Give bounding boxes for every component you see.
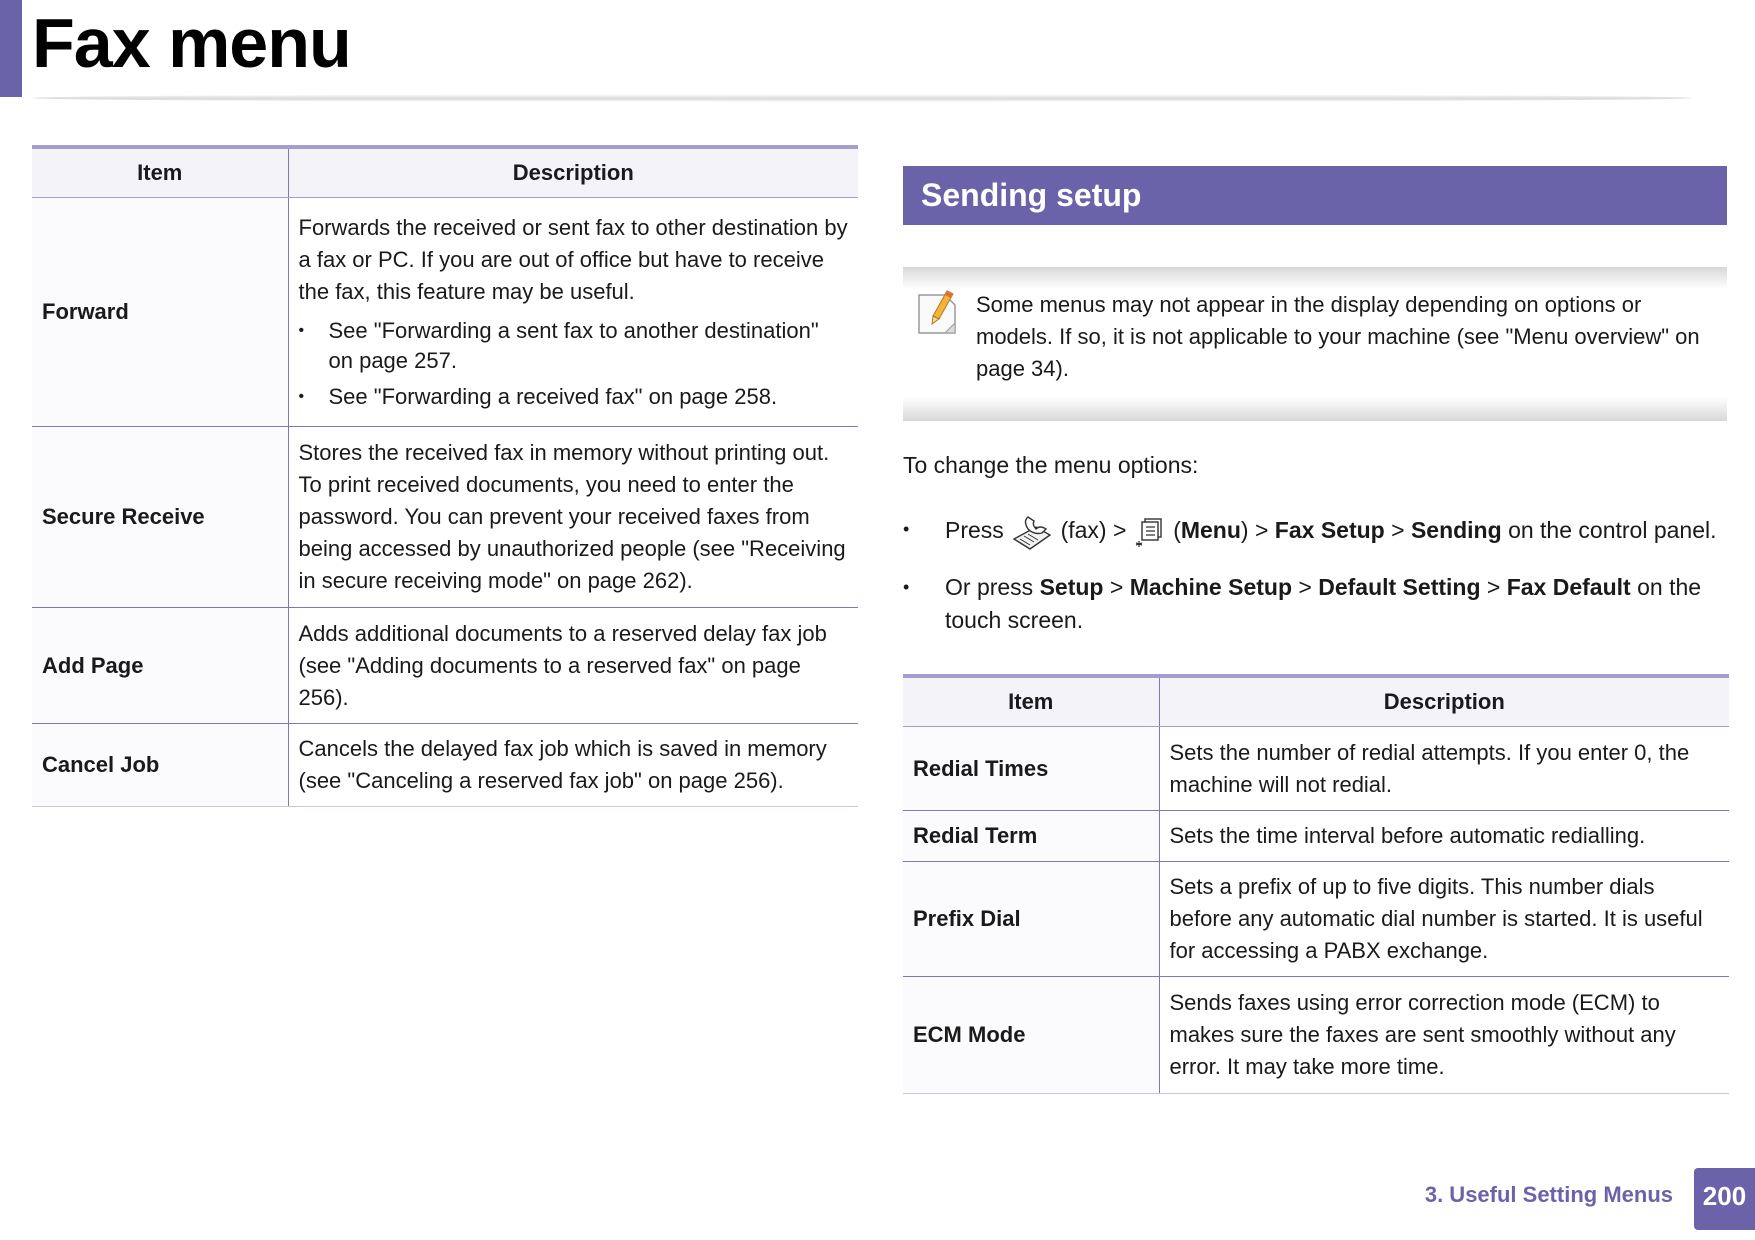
table-row	[903, 977, 1729, 1094]
item-name: Add Page	[32, 608, 288, 724]
reference-list	[299, 316, 849, 412]
section-header-bar	[903, 166, 1727, 225]
item-description: Sets the time interval before automatic redialling.	[1159, 811, 1729, 862]
step-control-panel: • Press (fax) > (Menu) > Fax Setup > Sending on the control panel.	[903, 513, 1733, 551]
reference-link[interactable]: • See "Forwarding a received fax" on page 258.	[299, 382, 849, 412]
path-fax-setup: Fax Setup	[1274, 517, 1385, 544]
page-number-badge: 200	[1694, 1168, 1755, 1230]
column-header-description: Description	[1159, 676, 1729, 727]
table-row	[32, 427, 858, 608]
table-row	[903, 862, 1729, 977]
instructions-intro: To change the menu options:	[903, 452, 1199, 478]
item-description: Cancels the delayed fax job which is saved in memory (see "Canceling a reserved fax job" on page 256).	[288, 724, 858, 807]
item-name: Redial Times	[903, 727, 1159, 811]
item-description: Sends faxes using error correction mode (ECM) to makes sure the faxes are sent smoothly without any error. It may take more time.	[1159, 977, 1729, 1094]
item-description: Stores the received fax in memory without printing out. To print received documents, you need to enter the password. You can prevent your received faxes from being accessed by unauthorized people (see "Receiving in secure receiving mode" on page 262).	[288, 427, 858, 608]
sending-setup-table	[903, 674, 1729, 1094]
item-name: Redial Term	[903, 811, 1159, 862]
note-pencil-icon	[917, 289, 959, 335]
column-header-description: Description	[288, 147, 858, 198]
navigation-steps	[903, 513, 1733, 657]
table-row	[32, 608, 858, 724]
path-sending: Sending	[1410, 517, 1502, 544]
item-name: Prefix Dial	[903, 862, 1159, 977]
item-name: ECM Mode	[903, 977, 1159, 1094]
table-row	[903, 811, 1729, 862]
note-box	[903, 267, 1727, 421]
page-title: Fax menu	[32, 4, 351, 82]
item-name: Secure Receive	[32, 427, 288, 608]
note-text: Some menus may not appear in the display depending on options or models. If so, it is not applicable to your machine (see "Menu overview" on page 34).	[976, 292, 1700, 381]
path-default-setting: Default Setting	[1318, 574, 1481, 600]
item-description: Sets the number of redial attempts. If you enter 0, the machine will not redial.	[1159, 727, 1729, 811]
title-divider	[32, 94, 1692, 102]
menu-label: Menu	[1180, 517, 1241, 544]
item-description: Sets a prefix of up to five digits. This number dials before any automatic dial number is started. It is useful for accessing a PABX exchange.	[1159, 862, 1729, 977]
reference-link[interactable]: • See "Forwarding a sent fax to another destination" on page 257.	[299, 316, 849, 376]
step-touch-screen: • Or press Setup > Machine Setup > Default Setting > Fax Default on the touch screen.	[903, 571, 1733, 637]
table-header-row	[903, 676, 1729, 727]
column-header-item: Item	[32, 147, 288, 198]
item-description	[288, 198, 858, 427]
fax-icon	[1010, 513, 1054, 551]
column-header-item: Item	[903, 676, 1159, 727]
path-fax-default: Fax Default	[1506, 574, 1631, 600]
path-machine-setup: Machine Setup	[1129, 574, 1292, 600]
chapter-link[interactable]: 3. Useful Setting Menus	[1424, 1182, 1673, 1207]
section-heading: Sending setup	[921, 177, 1142, 213]
item-description: Adds additional documents to a reserved delay fax job (see "Adding documents to a reserved fax" on page 256).	[288, 608, 858, 724]
menu-icon	[1133, 515, 1167, 549]
table-header-row	[32, 147, 858, 198]
item-name: Cancel Job	[32, 724, 288, 807]
table-row	[32, 198, 858, 427]
path-setup: Setup	[1039, 574, 1104, 600]
table-row	[903, 727, 1729, 811]
title-accent-stripe	[0, 0, 22, 97]
description-text: Forwards the received or sent fax to other destination by a fax or PC. If you are out of office but have to receive the fax, this feature may be useful.	[298, 215, 848, 304]
fax-menu-table-continued	[32, 145, 858, 807]
table-row	[32, 724, 858, 807]
item-name: Forward	[32, 198, 288, 427]
